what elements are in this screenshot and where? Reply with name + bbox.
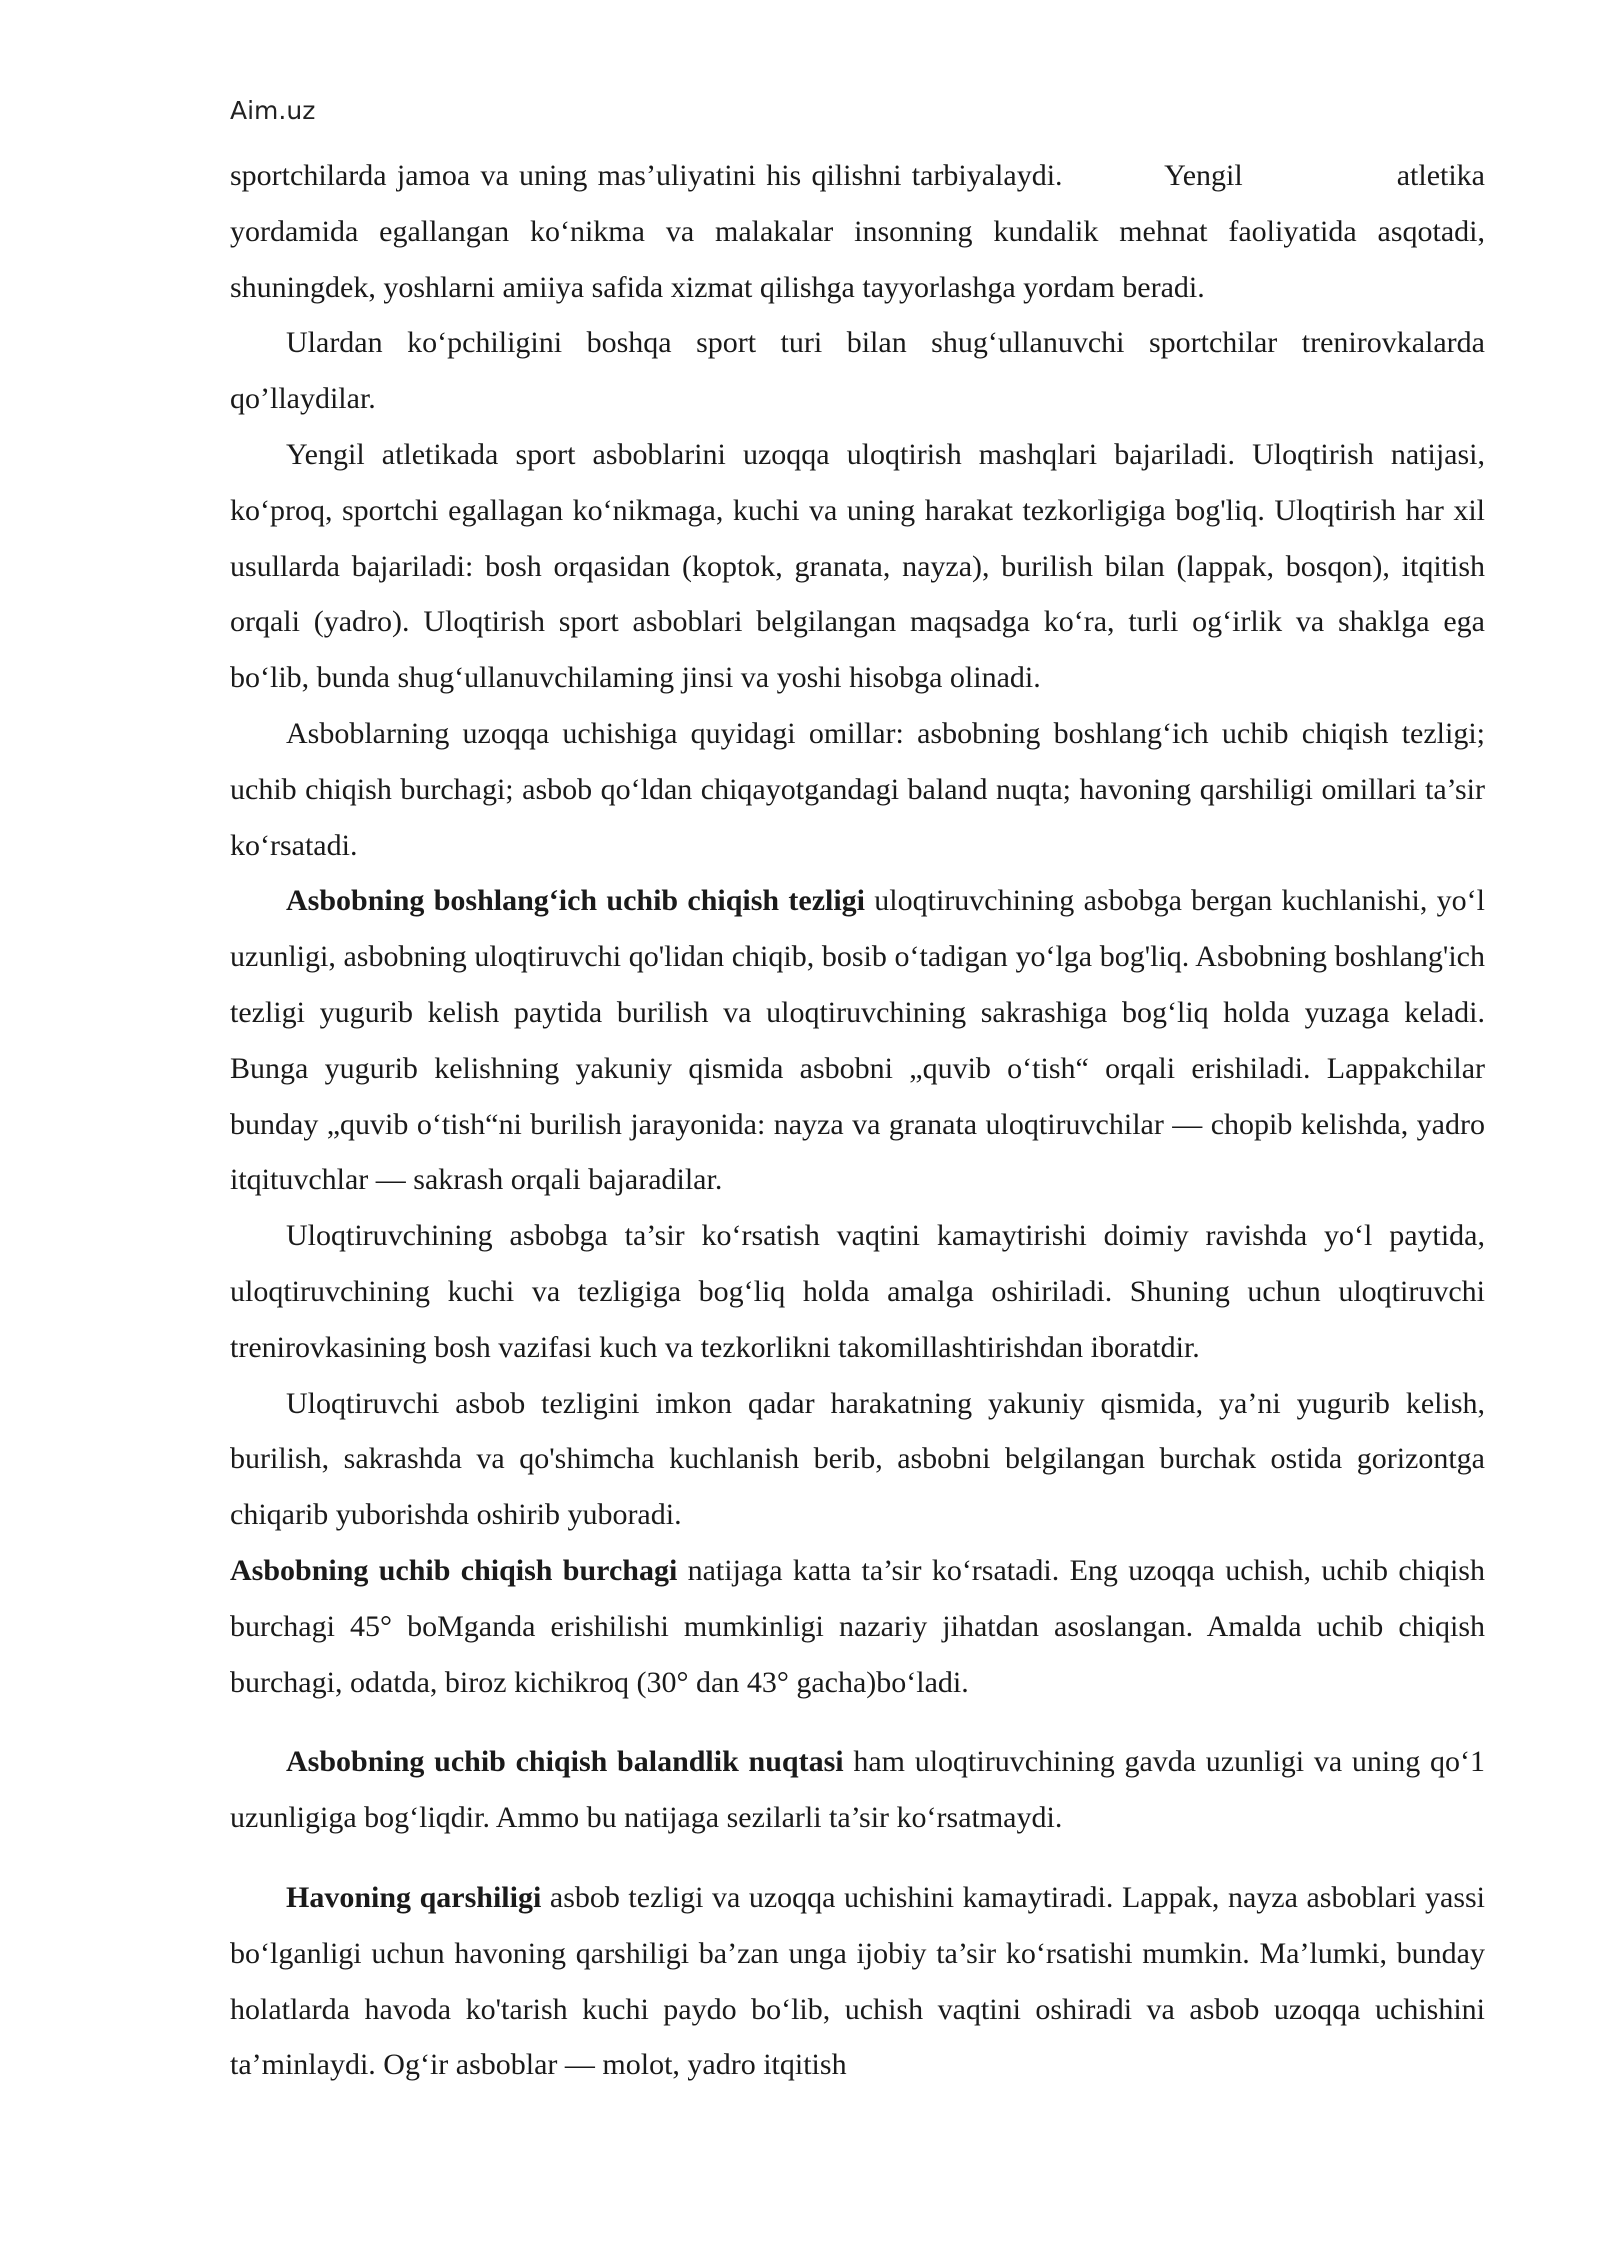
document-body [230, 148, 1493, 2093]
paragraph-bold-lead: Asbobning uchib chiqish balandlik nuqtasi [286, 1745, 844, 1779]
paragraph-text: asbob tezligi va uzoqqa uchishini kamaytiradi. Lappak, nayza asboblari yassi bo‘lganligi uchun havoning qarshiligi ba’zan unga ijobiy ta’sir ko‘rsatishi mumkin. Ma’lumki, bunday holatlarda havoda ko'tarish kuchi paydo bo‘lib, uchish vaqtini oshiradi va asbob uzoqqa uchishini ta’minlaydi. Og‘ir asboblar — molot, yadro itqitish [230, 1880, 1485, 2082]
paragraph-continuation [230, 148, 1493, 315]
paragraph [230, 1734, 1485, 1846]
paragraph-text: sportchilarda jamoa va uning mas’uliyatini his qilishni tarbiyalaydi. Yengil atletika yordamida egallangan ko‘nikma va malakalar insonning kundalik mehnat faoliyatida asqotadi, shuningdek, yoshlarni amiiya safida xizmat qilishga tayyorlashga yordam beradi. [230, 159, 1493, 304]
paragraph-text: uloqtiruvchining asbobga bergan kuchlanishi, yo‘l uzunligi, asbobning uloqtiruvchi qo'lidan chiqib, bosib o‘tadigan yo‘lga bog'liq. Asbobning boshlang'ich tezligi yugurib kelish paytida burilish va uloqtiruvchining sakrashiga bog‘liq holda yuzaga keladi. Bunga yugurib kelishning yakuniy qismida asbobni „quvib o‘tish“ orqali erishiladi. Lappakchilar bunday „quvib o‘tish“ni burilish jarayonida: nayza va granata uloqtiruvchilar — chopib kelishda, yadro itqituvchlar — sakrash orqali bajaradilar. [230, 884, 1485, 1197]
paragraph [230, 315, 1485, 427]
paragraph-text: natijaga katta ta’sir ko‘rsatadi. Eng uzoqqa uchish, uchib chiqish burchagi 45° boMganda erishilishi mumkinligi nazariy jihatdan asoslangan. Amalda uchib chiqish burchagi, odatda, biroz kichikroq (30° dan 43° gacha)bo‘ladi. [230, 1553, 1485, 1699]
paragraph-text: Ulardan ko‘pchiligini boshqa sport turi bilan shug‘ullanuvchi sportchilar trenirovkalarda qo’llaydilar. [230, 326, 1485, 416]
paragraph-bold-lead: Asbobning boshlang‘ich uchib chiqish tezligi [286, 884, 866, 918]
paragraph [230, 873, 1485, 1208]
paragraph-text: ham uloqtiruvchining gavda uzunligi va uning qo‘1 uzunligiga bog‘liqdir. Ammo bu natijaga sezilarli ta’sir ko‘rsatmaydi. [230, 1745, 1485, 1835]
paragraph-text: Asboblarning uzoqqa uchishiga quyidagi omillar: asbobning boshlang‘ich uchib chiqish tezligi; uchib chiqish burchagi; asbob qo‘ldan chiqayotgandagi baland nuqta; havoning qarshiligi omillari ta’sir ko‘rsatadi. [230, 716, 1485, 862]
paragraph [230, 1543, 1485, 1710]
site-header: Aim.uz [230, 96, 316, 125]
paragraph-bold-lead: Asbobning uchib chiqish burchagi [230, 1553, 678, 1587]
paragraph-bold-lead: Havoning qarshiligi [286, 1880, 542, 1914]
paragraph [230, 1376, 1485, 1543]
paragraph-text: Uloqtiruvchi asbob tezligini imkon qadar harakatning yakuniy qismida, ya’ni yugurib kelish, burilish, sakrashda va qo'shimcha kuchlanish berib, asbobni belgilangan burchak ostida gorizontga chiqarib yuborishda oshirib yuboradi. [230, 1386, 1485, 1532]
paragraph [230, 427, 1485, 706]
paragraph [230, 706, 1485, 873]
paragraph-text: Yengil atletikada sport asboblarini uzoqqa uloqtirish mashqlari bajariladi. Uloqtirish natijasi, ko‘proq, sportchi egallagan ko‘nikmaga, kuchi va uning harakat tezkorligiga bog'liq. Uloqtirish har xil usullarda bajariladi: bosh orqasidan (koptok, granata, nayza), burilish bilan (lappak, bosqon), itqitish orqali (yadro). Uloqtirish sport asboblari belgilangan maqsadga ko‘ra, turli og‘irlik va shaklga ega bo‘lib, bunda shug‘ullanuvchilaming jinsi va yoshi hisobga olinadi. [230, 437, 1485, 695]
paragraph [230, 1870, 1485, 2093]
paragraph [230, 1208, 1485, 1375]
paragraph-text: Uloqtiruvchining asbobga ta’sir ko‘rsatish vaqtini kamaytirishi doimiy ravishda yo‘l paytida, uloqtiruvchining kuchi va tezligiga bog‘liq holda amalga oshiriladi. Shuning uchun uloqtiruvchi trenirovkasining bosh vazifasi kuch va tezkorlikni takomillashtirishdan iboratdir. [230, 1219, 1485, 1364]
